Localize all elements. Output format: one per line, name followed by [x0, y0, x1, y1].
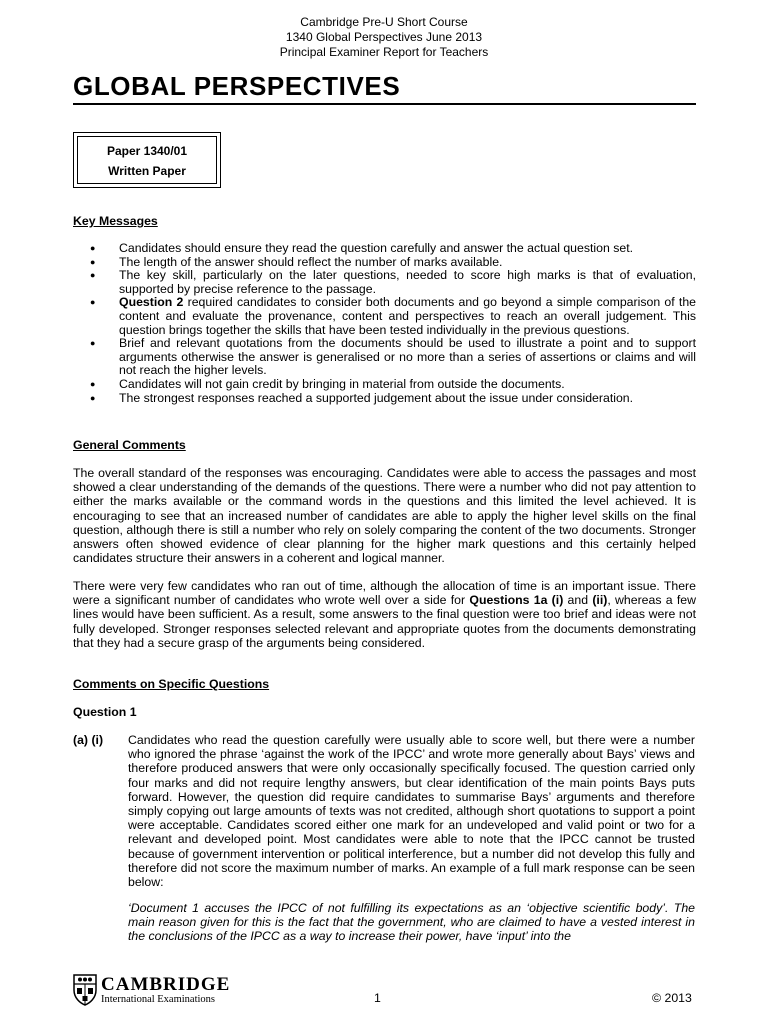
key-messages-heading: Key Messages [73, 214, 158, 228]
question-part-label: (a) (i) [73, 733, 104, 747]
specific-questions-heading: Comments on Specific Questions [73, 677, 270, 691]
general-comments-paragraph-2: There were very few candidates who ran out of time, although the allocation of time is an important issue. There were a significant number of candidates who wrote well over a side for Questions 1a (i) and (ii), whereas a few lines would have been sufficient. As a result, some answers to the final question were too brief and ideas were not fully developed. Stronger responses selected relevant and appropriate quotes from the documents demonstrating that they had a secure grasp of the arguments being considered. [73, 579, 696, 650]
page-title: GLOBAL PERSPECTIVES [73, 71, 401, 101]
shield-icon [73, 974, 97, 1006]
cambridge-logo [73, 972, 233, 1008]
key-message-item: ● The key skill, particularly on the later questions, needed to score high marks is that of evaluation, supported by precise reference to the passage. [73, 269, 696, 296]
paper-type: Written Paper [108, 164, 186, 178]
key-message-item: ● Candidates will not gain credit by bringing in material from outside the documents. [73, 378, 696, 392]
paper-number: Paper 1340/01 [106, 144, 188, 158]
header-line-course: Cambridge Pre-U Short Course [300, 15, 468, 29]
logo-subtitle: International Examinations [101, 994, 216, 1005]
page-number: 1 [374, 991, 381, 1005]
paper-box [73, 132, 221, 188]
key-message-item: ● Question 2 required candidates to consider both documents and go beyond a simple comparison of the content and evaluate the provenance, content and perspectives to reach an overall judgement. This question brings together the skills that have been tested individually in the previous questions. [73, 296, 696, 337]
key-message-item: ● The strongest responses reached a supported judgement about the issue under consideration. [73, 392, 696, 406]
key-message-item: ● Candidates should ensure they read the question carefully and answer the actual question set. [73, 242, 696, 256]
key-message-item: ● Brief and relevant quotations from the documents should be used to illustrate a point and to support arguments otherwise the answer is generalised or no more than a series of assertions or claims and will not reach the higher levels. [73, 337, 696, 378]
general-comments-heading: General Comments [73, 438, 186, 452]
question-1-heading: Question 1 [73, 705, 137, 719]
title-rule [73, 103, 696, 105]
header-line-syllabus: 1340 Global Perspectives June 2013 [285, 30, 483, 44]
general-comments-paragraph-1: The overall standard of the responses was encouraging. Candidates were able to access the passages and most showed a clear understanding of the demands of the questions. There were a number who did not pay attention to either the marks available or the command words in the questions and this limited the level achieved. It is encouraging to see that an increased number of candidates are able to apply the higher level skills on the final question, although there is still a number who rely on solely comparing the content of the two documents. Stronger answers often showed evidence of clear planning for the higher mark questions and this certainly helped candidates structure their answers in a coherent and logical manner. [73, 466, 696, 566]
example-response-quote: ‘Document 1 accuses the IPCC of not fulfilling its expectations as an ‘objective scientific body’. The main reason given for this is the fact that the government, who are claimed to have a vested interest in the conclusions of the IPCC as a way to increase their power, have ‘input’ into the [128, 901, 695, 944]
header-line-report: Principal Examiner Report for Teachers [279, 45, 489, 59]
key-message-item: ● The length of the answer should reflect the number of marks available. [73, 256, 696, 270]
key-messages-list [73, 242, 696, 405]
copyright: © 2013 [652, 991, 692, 1005]
paper-box-inner [77, 136, 217, 184]
question-part-text: Candidates who read the question carefully were usually able to score well, but there were a number who ignored the phrase ‘against the work of the IPCC’ and wrote more generally about Bays’ views and therefore produced answers that were only occasionally specifically focused. The question carried only four marks and did not require lengthy answers, but clear identification of the main points Bays puts forward. However, the question did require candidates to summarise Bays’ arguments and therefore simply copying out large amounts of texts was not credited, although short quotations to support a point were acceptable. Candidates scored either one mark for an undeveloped and valid point or two for a relevant and developed point. Most candidates were able to note that the IPCC cannot be trusted because of government intervention or political interference, but a number did not develop this fully and therefore did not score the maximum number of marks. An example of a full mark response can be seen below: [128, 733, 695, 890]
logo-wordmark: CAMBRIDGE [101, 974, 231, 995]
